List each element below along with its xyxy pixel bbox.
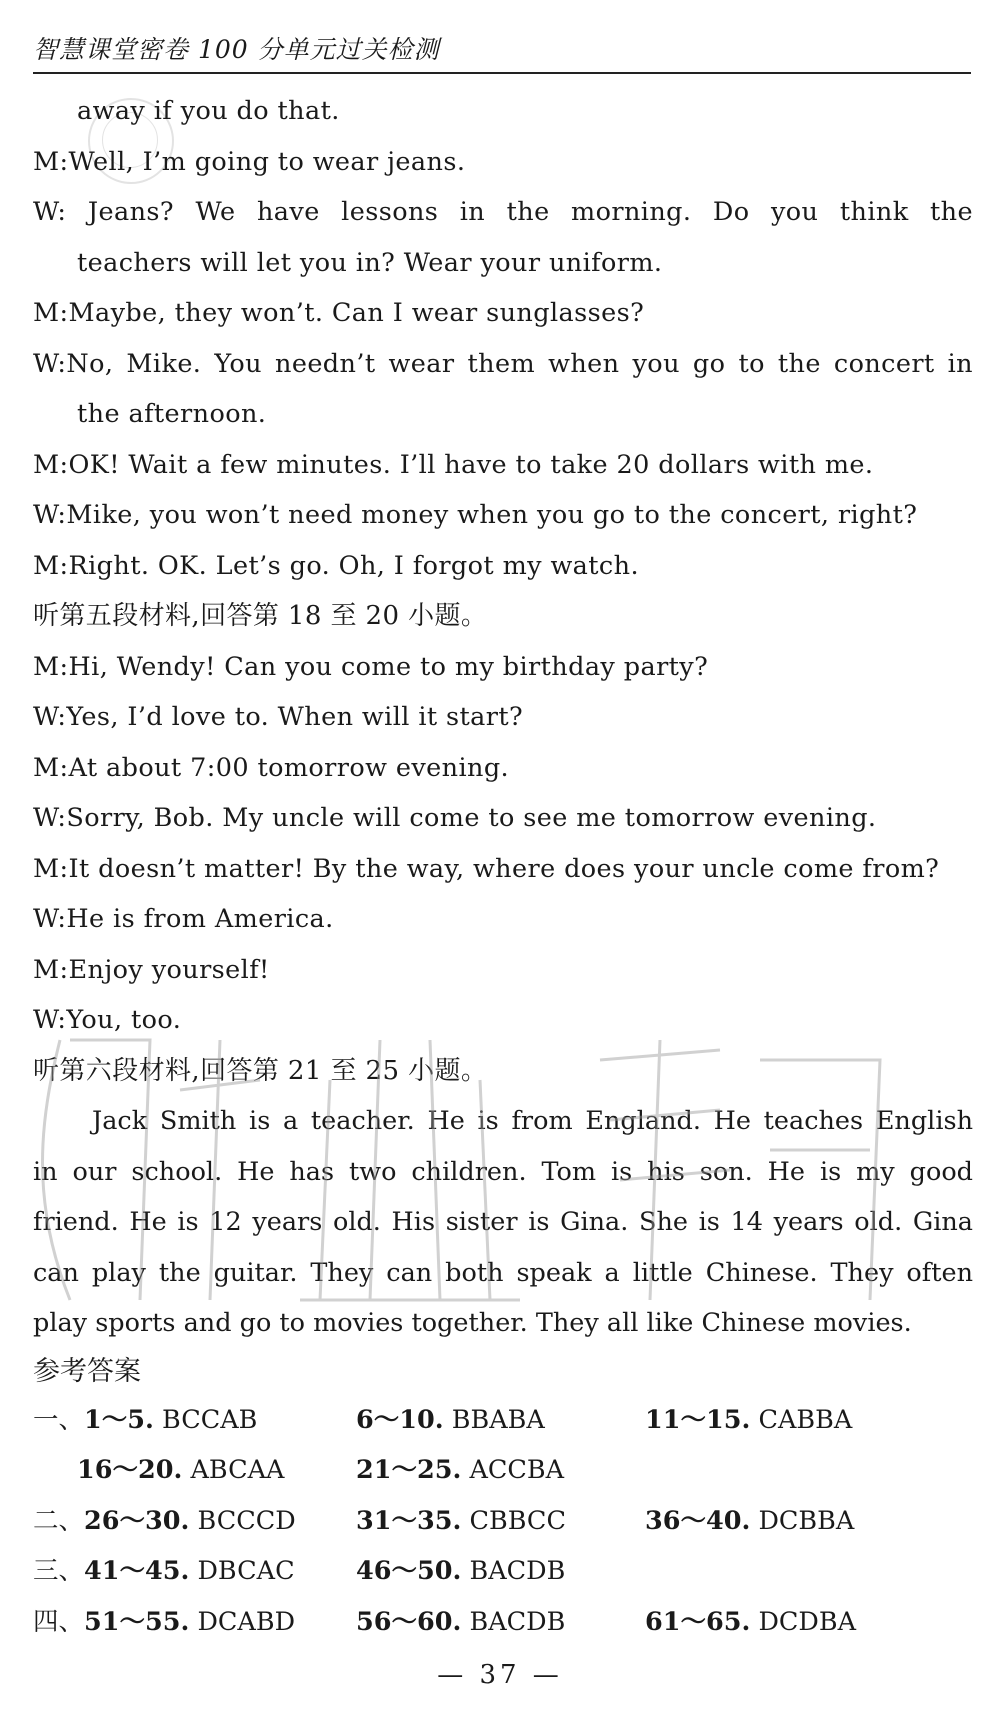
answer-cell <box>645 1496 854 1547</box>
answer-section-prefix: 二、 <box>33 1505 85 1536</box>
answer-section-prefix: 三、 <box>33 1556 85 1586</box>
passage-line: can play the guitar. They can both speak a little Chinese. They often <box>33 1257 973 1288</box>
answers-heading: 参考答案 <box>33 1355 141 1387</box>
dialogue-line: W:No, Mike. You needn’t wear them when you go to the concert in <box>33 348 973 379</box>
answer-cell <box>33 1546 295 1597</box>
answer-range: 31～35. <box>356 1505 462 1536</box>
dialogue-line: M:Well, I’m going to wear jeans. <box>33 146 466 177</box>
answer-range: 21～25. <box>356 1455 462 1485</box>
answer-range: 11～15. <box>645 1404 751 1435</box>
dialogue-line: W:Mike, you won’t need money when you go to the concert, right? <box>33 500 918 530</box>
passage-line: friend. He is 12 years old. His sister is Gina. She is 14 years old. Gina <box>33 1207 973 1237</box>
passage-line: play sports and go to movies together. They all like Chinese movies. <box>33 1308 912 1338</box>
dialogue-line: M:Maybe, they won’t. Can I wear sunglasses? <box>33 298 645 328</box>
answer-section-prefix: 一、 <box>33 1404 85 1435</box>
answer-range: 1～5. <box>84 1404 154 1435</box>
section-instruction: 听第五段材料,回答第 18 至 20 小题。 <box>33 601 488 631</box>
dialogue-line: W:Yes, I’d love to. When will it start? <box>33 702 524 732</box>
answer-range: 46～50. <box>356 1556 462 1586</box>
passage-line: Jack Smith is a teacher. He is from England. He teaches English <box>92 1106 973 1136</box>
dialogue-line: W:He is from America. <box>33 904 334 934</box>
answer-value: ABCAA <box>182 1455 285 1485</box>
answer-key <box>33 1395 973 1648</box>
answer-cell <box>33 1496 296 1547</box>
answer-row <box>33 1395 973 1446</box>
answer-cell <box>33 1597 295 1648</box>
answer-range: 36～40. <box>645 1505 751 1536</box>
dialogue-line: W: Jeans? We have lessons in the morning. Do you think the <box>33 197 973 227</box>
answer-value: DBCAC <box>189 1556 295 1586</box>
answer-value: BCCCD <box>189 1505 296 1536</box>
answer-cell <box>356 1445 564 1496</box>
answer-value: CBBCC <box>461 1505 566 1536</box>
page-content <box>33 86 973 1647</box>
dialogue-line: M:OK! Wait a few minutes. I’ll have to take 20 dollars with me. <box>33 449 874 480</box>
dialogue-line: teachers will let you in? Wear your uniform. <box>77 247 663 278</box>
answer-row <box>33 1445 973 1496</box>
answer-cell <box>356 1395 545 1446</box>
passage-line: in our school. He has two children. Tom is his son. He is my good <box>33 1156 973 1187</box>
dialogue-line: W:You, too. <box>33 1005 182 1035</box>
answer-value: BBABA <box>443 1404 545 1435</box>
dialogue-line: M:At about 7:00 tomorrow evening. <box>33 752 510 783</box>
answer-value: ACCBA <box>461 1455 565 1485</box>
answer-value: CABBA <box>750 1404 853 1435</box>
answer-row <box>33 1496 973 1547</box>
answer-row <box>33 1597 973 1648</box>
answer-value: BCCAB <box>153 1404 258 1435</box>
answer-range: 51～55. <box>84 1606 190 1637</box>
answer-value: DCBBA <box>750 1505 855 1536</box>
answer-value: DCDBA <box>750 1606 857 1637</box>
dialogue-line: away if you do that. <box>77 96 340 126</box>
answer-value: BACDB <box>461 1556 566 1586</box>
passage <box>33 1096 973 1349</box>
dialogue-line: M:Right. OK. Let’s go. Oh, I forgot my watch. <box>33 550 639 581</box>
answer-range: 56～60. <box>356 1606 462 1637</box>
answer-value: DCABD <box>189 1606 296 1637</box>
answer-range: 6～10. <box>356 1404 444 1435</box>
answer-cell <box>77 1445 284 1496</box>
answer-cell <box>356 1546 565 1597</box>
section-instruction: 听第六段材料,回答第 21 至 25 小题。 <box>33 1055 488 1086</box>
answer-range: 26～30. <box>84 1505 190 1536</box>
header-title: 智慧课堂密卷 100 分单元过关检测 <box>33 35 440 64</box>
answer-cell <box>356 1496 566 1547</box>
answer-range: 16～20. <box>77 1455 183 1485</box>
page-number: — 37 — <box>437 1660 563 1690</box>
answer-value: BACDB <box>461 1606 566 1637</box>
dialogue-line: M:It doesn’t matter! By the way, where does your uncle come from? <box>33 853 940 884</box>
dialogue-line: M:Hi, Wendy! Can you come to my birthday party? <box>33 651 709 682</box>
dialogue-transcript <box>33 86 973 1096</box>
dialogue-line: W:Sorry, Bob. My uncle will come to see me tomorrow evening. <box>33 803 877 833</box>
answer-section-prefix: 四、 <box>33 1606 85 1637</box>
dialogue-line: M:Enjoy yourself! <box>33 954 270 985</box>
answer-cell <box>645 1597 856 1648</box>
answer-cell <box>645 1395 852 1446</box>
answer-cell <box>356 1597 565 1648</box>
answer-range: 61～65. <box>645 1606 751 1637</box>
answer-row <box>33 1546 973 1597</box>
page-header <box>33 30 971 74</box>
dialogue-line: the afternoon. <box>77 399 267 429</box>
answer-range: 41～45. <box>84 1556 190 1586</box>
answer-cell <box>33 1395 257 1446</box>
